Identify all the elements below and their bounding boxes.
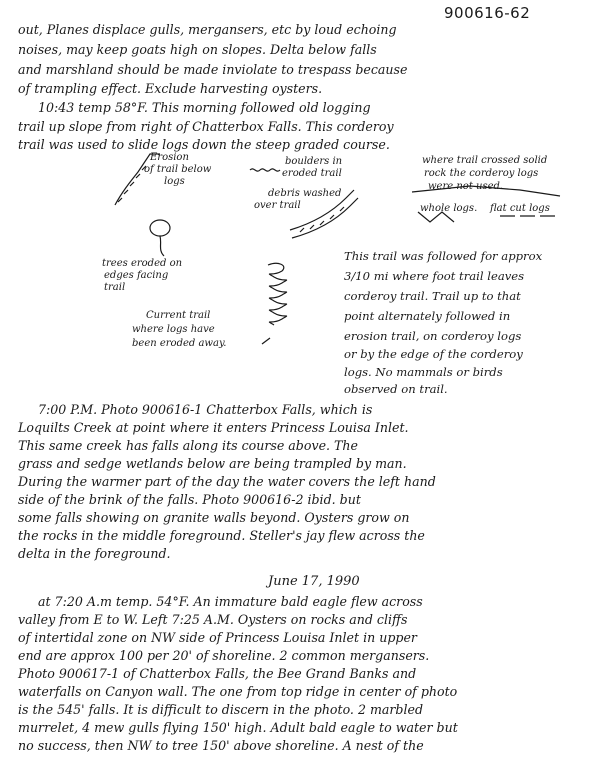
text-line: valley from E to W. Left 7:25 A.M. Oysters on rocks and cliffs <box>18 612 408 627</box>
sketch-label: been eroded away. <box>132 338 227 349</box>
tree-root-sketch <box>160 236 164 256</box>
text-line: observed on trail. <box>344 382 448 396</box>
text-line: Photo 900617-1 of Chatterbox Falls, the Bee Grand Banks and <box>18 666 417 681</box>
sketch-label: Erosion <box>150 152 189 163</box>
sketch-label: boulders in <box>285 156 343 167</box>
text-line: 3/10 mi where foot trail leaves <box>344 269 525 283</box>
sketch-label: edges facing <box>104 270 169 281</box>
sketch-label: where logs have <box>132 324 215 335</box>
arrow-sketch <box>262 338 270 344</box>
text-line: corderoy trail. Trail up to that <box>344 289 521 303</box>
coiled-logs-sketch <box>268 263 287 325</box>
text-line: 7:00 P.M. Photo 900616-1 Chatterbox Falls, which is <box>38 402 373 417</box>
sketch-label: rock the corderoy logs <box>424 168 539 179</box>
text-line: the rocks in the middle foreground. Steller's jay flew across the <box>18 528 425 543</box>
text-line: point alternately followed in <box>344 309 511 323</box>
sketch-label: eroded trail <box>282 168 342 179</box>
text-line: some falls showing on granite walls beyond. Oysters grow on <box>18 510 410 525</box>
text-line: at 7:20 A.m temp. 54°F. An immature bald eagle flew across <box>38 594 423 609</box>
sketch-label: were not used. <box>428 181 504 192</box>
text-line: 10:43 temp 58°F. This morning followed old logging <box>38 100 371 115</box>
text-line: is the 545' falls. It is difficult to discern in the photo. 2 marbled <box>18 702 424 717</box>
text-line: trail up slope from right of Chatterbox Falls. This corderoy <box>18 119 394 134</box>
text-line: noises, may keep goats high on slopes. Delta below falls <box>18 42 377 57</box>
text-line: no success, then NW to tree 150' above shoreline. A nest of the <box>18 738 424 753</box>
sketch-label: logs <box>164 176 185 187</box>
text-line: end are approx 100 per 20' of shoreline. 2 common mergansers. <box>18 648 430 663</box>
sketch-label: flat cut logs <box>490 203 550 214</box>
text-line: grass and sedge wetlands below are being trampled by man. <box>18 456 407 471</box>
sketch-label: trail <box>104 282 126 293</box>
text-line: or by the edge of the corderoy <box>344 347 523 361</box>
sketch-label: where trail crossed solid <box>422 155 548 166</box>
text-line: During the warmer part of the day the water covers the left hand <box>18 474 436 489</box>
text-line: of trampling effect. Exclude harvesting oysters. <box>18 81 323 96</box>
text-line: waterfalls on Canyon wall. The one from top ridge in center of photo <box>18 684 458 699</box>
text-line: of intertidal zone on NW side of Princess Louisa Inlet in upper <box>18 630 417 645</box>
date-heading: June 17, 1990 <box>268 574 360 589</box>
page-number: 900616-62 <box>444 4 531 22</box>
text-line: Loquilts Creek at point where it enters Princess Louisa Inlet. <box>18 420 409 435</box>
text-line: erosion trail, on corderoy logs <box>344 329 522 343</box>
text-line: delta in the foreground. <box>18 546 171 561</box>
text-line: trail was used to slide logs down the steep graded course. <box>18 137 390 152</box>
sketch-label: over trail <box>254 200 301 211</box>
text-line: side of the brink of the falls. Photo 900616-2 ibid. but <box>18 492 361 507</box>
text-line: This same creek has falls along its course above. The <box>18 438 358 453</box>
sketch-label: debris washed <box>268 188 342 199</box>
sketch-label: Current trail <box>146 310 211 321</box>
sketch-label: whole logs. <box>420 203 478 214</box>
sketch-label: trees eroded on <box>102 258 183 269</box>
tree-sketch <box>150 220 170 236</box>
erosion-hatching <box>118 166 146 202</box>
sketch-label: of trail below <box>144 164 212 175</box>
text-line: logs. No mammals or birds <box>344 365 503 379</box>
debris-hatching <box>300 207 344 232</box>
text-line: and marshland should be made inviolate to trespass because <box>18 62 408 77</box>
text-line: murrelet, 4 mew gulls flying 150' high. Adult bald eagle to water but <box>18 720 458 735</box>
text-line: This trail was followed for approx <box>344 249 543 263</box>
boulders-sketch <box>250 169 280 171</box>
text-line: out, Planes displace gulls, mergansers, etc by loud echoing <box>18 22 397 37</box>
